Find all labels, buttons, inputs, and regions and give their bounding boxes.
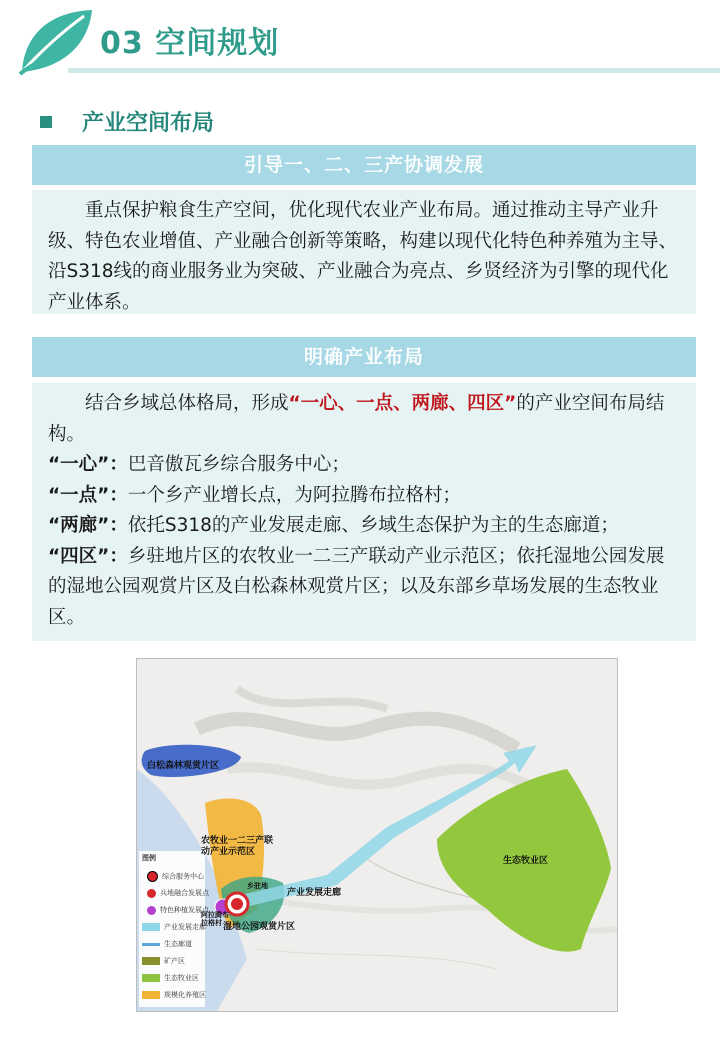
legend-item: 规模化养殖区 [142, 990, 206, 1000]
corridor-arrow-icon [142, 923, 160, 931]
page-title: 03 空间规划 [100, 26, 280, 61]
band-header-coordination: 引导一、二、三产协调发展 [32, 145, 696, 185]
legend-item: 生态牧业区 [142, 973, 199, 983]
mining-swatch [142, 957, 160, 965]
list-item: “一点”：一个乡产业增长点，为阿拉腾布拉格村； [48, 484, 461, 506]
label-wetland: 湿地公园观赏片区 [223, 922, 296, 932]
legend-item: 产业发展走廊 [142, 922, 206, 932]
planting-point-icon [147, 906, 156, 915]
eco-swatch [142, 974, 160, 982]
legend-title: 图例 [142, 854, 156, 862]
structure-highlight: “一心、一点、两廊、四区” [288, 393, 517, 414]
label-village: 阿拉腾布拉格村 [201, 911, 229, 927]
label-eco: 生态牧业区 [503, 856, 549, 866]
map-graphic [137, 659, 617, 1011]
title-underline [68, 68, 720, 73]
label-agri: 农牧业一二三产联动产业示范区 [201, 836, 274, 857]
label-town: 乡驻地 [247, 882, 268, 890]
square-bullet-icon [40, 116, 52, 128]
legend-item: 特色种植发展点 [142, 905, 209, 915]
legend-item: 生态廊道 [142, 939, 192, 949]
list-item: “一心”：巴音傲瓦乡综合服务中心； [48, 454, 350, 475]
legend-item: 兵地融合发展点 [142, 888, 209, 898]
legend-item: 综合服务中心 [142, 871, 204, 882]
label-corridor: 产业发展走廊 [287, 888, 342, 898]
band-header-layout: 明确产业布局 [32, 337, 696, 377]
list-item: “两廊”：依托S318的产业发展走廊、乡域生态保护为主的生态廊道； [48, 515, 619, 536]
paragraph-layout-intro: 结合乡域总体格局，形成“一心、一点、两廊、四区”的产业空间布局结构。 [48, 393, 665, 445]
paragraph-coordination: 重点保护粮食生产空间，优化现代农业产业布局。通过推动主导产业升级、特色农业增值、产业融合创新等策略，构建以现代化特色种养殖为主导、沿S318线的商业服务业为突破、产业融合为亮点、乡贤经济为引擎的现代化产业体系。 [48, 200, 678, 313]
industry-layout-map [136, 658, 618, 1012]
legend-item: 矿产区 [142, 956, 185, 966]
center-dot-icon [147, 871, 158, 882]
eco-corridor-icon [142, 943, 160, 946]
growth-point-icon [147, 889, 156, 898]
breeding-swatch [142, 991, 160, 999]
leaf-logo-icon [18, 6, 96, 76]
section-title: 产业空间布局 [82, 111, 215, 136]
label-forest: 白松森林观赏片区 [147, 761, 220, 771]
text-box-coordination [32, 190, 696, 314]
text-box-layout [32, 383, 696, 641]
list-item: “四区”：乡驻地片区的农牧业一二三产联动产业示范区；依托湿地公园发展的湿地公园观赏片区及白松森林观赏片区；以及东部乡草场发展的生态牧业区。 [48, 545, 665, 628]
